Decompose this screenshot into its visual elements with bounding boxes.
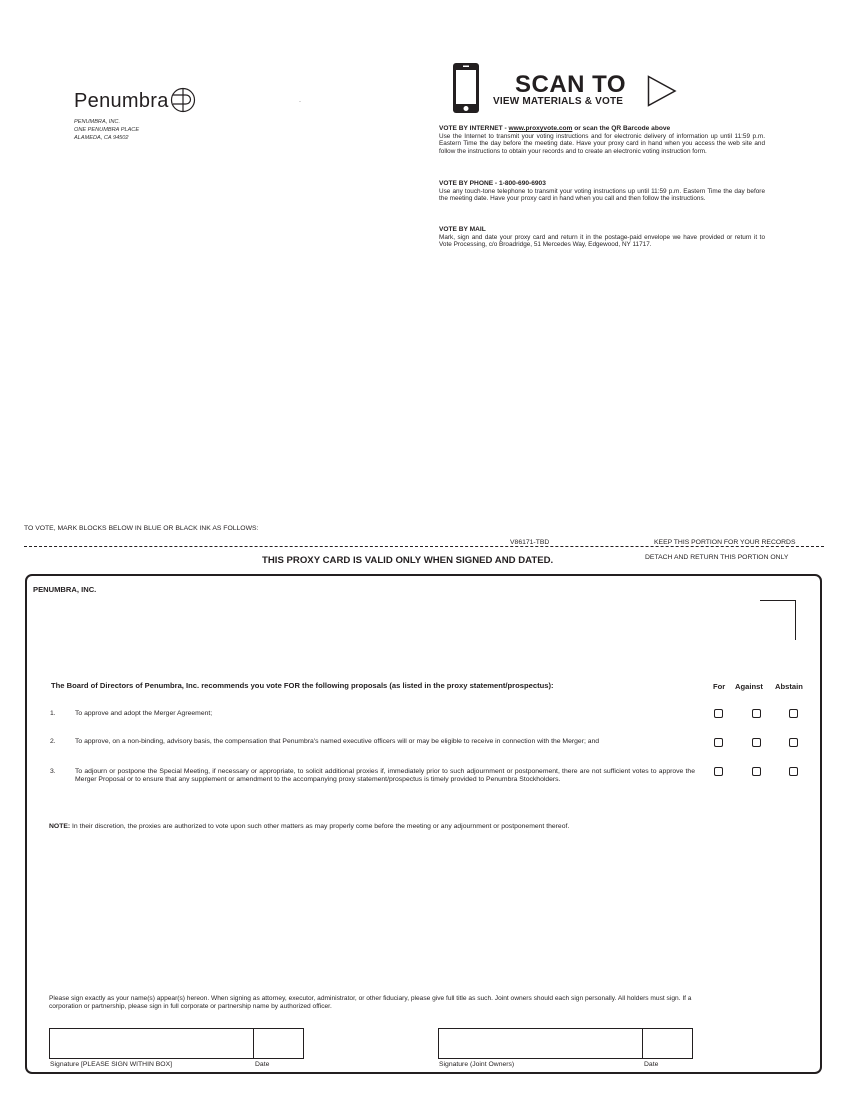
smartphone-icon	[452, 62, 480, 119]
valid-notice: THIS PROXY CARD IS VALID ONLY WHEN SIGNED AND DATED.	[262, 555, 554, 566]
proxyvote-link[interactable]: www.proxyvote.com	[508, 125, 573, 132]
note-text: NOTE: In their discretion, the proxies are authorized to vote upon such other matters as may properly come before the meeting or any adjournment or postponement thereof.	[49, 823, 570, 830]
scan-title: SCAN TO	[515, 71, 627, 98]
vote-phone-body: Use any touch-tone telephone to transmit your voting instructions up until 11:59 p.m. Eastern Time the day before the meeting date. Have your proxy card in hand when you call and then follow the instructions.	[439, 187, 765, 203]
proposal-2-for-checkbox[interactable]	[714, 738, 723, 747]
ink-instructions: TO VOTE, MARK BLOCKS BELOW IN BLUE OR BLACK INK AS FOLLOWS:	[24, 525, 259, 532]
column-against: Against	[735, 682, 763, 691]
proposal-1-text: To approve and adopt the Merger Agreement;	[75, 710, 213, 717]
company-logo-text: Penumbra	[74, 90, 169, 112]
penumbra-logo-icon	[170, 87, 196, 118]
proposal-3-against-checkbox[interactable]	[752, 767, 761, 776]
proposal-1-abstain-checkbox[interactable]	[789, 709, 798, 718]
proposal-3-number: 3.	[50, 768, 56, 775]
detach-dashed-line	[24, 546, 824, 547]
vote-by-internet	[439, 125, 765, 155]
joint-signature-label: Signature (Joint Owners)	[439, 1061, 515, 1068]
signature-label: Signature [PLEASE SIGN WITHIN BOX]	[50, 1061, 173, 1068]
scan-subtitle: VIEW MATERIALS & VOTE	[493, 96, 624, 107]
joint-date-box[interactable]	[643, 1028, 693, 1059]
detach-return-label: DETACH AND RETURN THIS PORTION ONLY	[645, 554, 789, 561]
address-line-company: PENUMBRA, INC.	[74, 119, 120, 125]
proposal-3-text: To adjourn or postpone the Special Meeting, if necessary or appropriate, to solicit additional proxies if, immediately prior to such adjournment or postponement, there are not sufficient votes to approve the Merger Proposal or to ensure that any supplement or amendment to the accompanying proxy statement/prospectus is timely provided to Penumbra Stockholders.	[75, 768, 695, 783]
board-statement: The Board of Directors of Penumbra, Inc. recommends you vote FOR the following proposals (as listed in the proxy statement/prospectus):	[51, 681, 554, 690]
vote-by-mail	[439, 226, 765, 249]
column-abstain: Abstain	[775, 682, 803, 691]
vote-internet-body: Use the Internet to transmit your voting instructions and for electronic delivery of information up until 11:59 p.m. Eastern Time the day before the meeting date. Have your proxy card in hand when you access the web site and follow the instructions to obtain your records and to create an electronic voting instruction form.	[439, 132, 765, 155]
card-company-name: PENUMBRA, INC.	[33, 585, 97, 594]
joint-signature-box[interactable]	[438, 1028, 643, 1059]
proposal-1-for-checkbox[interactable]	[714, 709, 723, 718]
proposal-3-abstain-checkbox[interactable]	[789, 767, 798, 776]
card-code: V86171-TBD	[506, 539, 553, 546]
vote-by-phone	[439, 180, 765, 203]
vote-mail-body: Mark, sign and date your proxy card and return it in the postage-paid envelope we have provided or return it to Vote Processing, c/o Broadridge, 51 Mercedes Way, Edgewood, NY 11717.	[439, 233, 765, 249]
play-arrow-icon	[647, 75, 677, 112]
joint-date-label: Date	[644, 1061, 659, 1068]
proposal-1-against-checkbox[interactable]	[752, 709, 761, 718]
vote-mail-heading: VOTE BY MAIL	[439, 226, 486, 233]
column-for: For	[713, 682, 726, 691]
proposal-2-against-checkbox[interactable]	[752, 738, 761, 747]
proposal-1-number: 1.	[50, 710, 56, 717]
stray-dot: ·	[299, 99, 301, 105]
date-label: Date	[255, 1061, 270, 1068]
proposal-2-abstain-checkbox[interactable]	[789, 738, 798, 747]
proposal-2-text: To approve, on a non-binding, advisory basis, the compensation that Penumbra's named executive officers will or may be eligible to receive in connection with the Merger; and	[75, 738, 600, 745]
corner-mark	[760, 600, 796, 640]
keep-portion-label: KEEP THIS PORTION FOR YOUR RECORDS	[654, 539, 796, 546]
address-line-street: ONE PENUMBRA PLACE	[74, 127, 140, 133]
vote-phone-heading: VOTE BY PHONE - 1-800-690-6903	[439, 180, 546, 187]
signature-box[interactable]	[49, 1028, 254, 1059]
date-box[interactable]	[254, 1028, 304, 1059]
proposal-3-for-checkbox[interactable]	[714, 767, 723, 776]
sign-instructions: Please sign exactly as your name(s) appear(s) hereon. When signing as attorney, executor, administrator, or other fiduciary, please give full title as such. Joint owners should each sign personally. All holders must sign. If a corporation or partnership, please sign in full corporate or partnership name by authorized officer.	[49, 995, 692, 1010]
proposal-2-number: 2.	[50, 738, 56, 745]
vote-internet-heading: VOTE BY INTERNET - www.proxyvote.com or scan the QR Barcode above	[439, 125, 671, 132]
address-line-city: ALAMEDA, CA 94502	[74, 135, 129, 141]
